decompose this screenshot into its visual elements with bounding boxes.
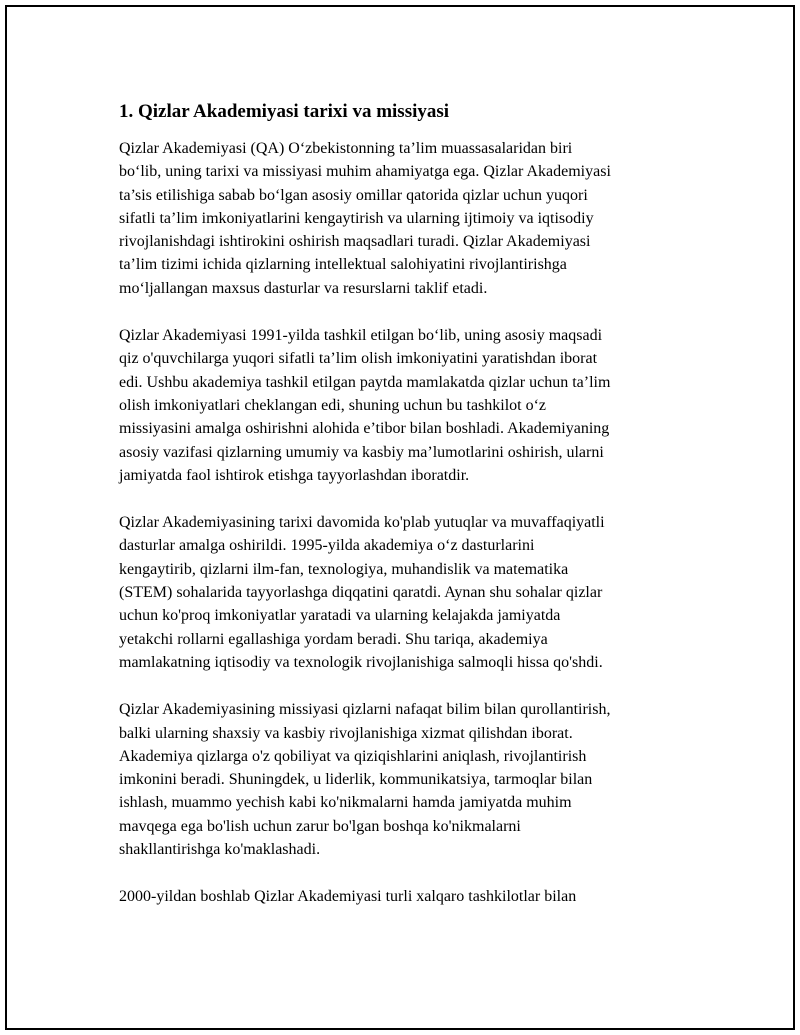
text-line: Qizlar Akademiyasi 1991-yilda tashkil etilgan bo‘lib, uning asosiy maqsadi — [119, 327, 603, 345]
text-line: ishlash, muammo yechish kabi ko'nikmalarni hamda jamiyatda muhim — [119, 794, 572, 812]
text-line: bo‘lib, uning tarixi va missiyasi muhim ahamiyatga ega. Qizlar Akademiyasi — [119, 163, 611, 181]
text-line: uchun ko'proq imkoniyatlar yaratadi va ularning kelajakda jamiyatda — [119, 607, 561, 625]
section-heading: 1. Qizlar Akademiyasi tarixi va missiyasi — [119, 101, 450, 122]
text-line: Akademiya qizlarga o'z qobiliyat va qiziqishlarini aniqlash, rivojlantirish — [119, 747, 587, 765]
text-line: Qizlar Akademiyasining tarixi davomida ko'plab yutuqlar va muvaffaqiyatli — [119, 514, 605, 532]
text-line: shakllantirishga ko'maklashadi. — [119, 841, 321, 859]
text-line: edi. Ushbu akademiya tashkil etilgan paytda mamlakatda qizlar uchun ta’lim — [119, 373, 611, 391]
text-line: ta’sis etilishiga sabab bo‘lgan asosiy omillar qatorida qizlar uchun yuqori — [119, 186, 588, 204]
text-line: asosiy vazifasi qizlarning umumiy va kasbiy ma’lumotlarini oshirish, ularni — [119, 443, 604, 461]
text-line: 2000-yildan boshlab Qizlar Akademiyasi turli xalqaro tashkilotlar bilan — [119, 888, 577, 906]
text-line: mo‘ljallangan maxsus dasturlar va resurslarni taklif etadi. — [119, 279, 488, 297]
text-line: Qizlar Akademiyasi (QA) O‘zbekistonning ta’lim muassasalaridan biri — [119, 140, 573, 157]
text-line: Qizlar Akademiyasining missiyasi qizlarni nafaqat bilim bilan qurollantirish, — [119, 701, 611, 719]
text-line: missiyasini amalga oshirishni alohida e’tibor bilan boshladi. Akademiyaning — [119, 420, 610, 438]
document-body — [119, 99, 707, 933]
paragraph — [119, 324, 707, 487]
paragraph — [119, 885, 707, 908]
text-line: sifatli ta’lim imkoniyatlarini kengaytirish va ularning ijtimoiy va iqtisodiy — [119, 209, 594, 227]
text-line: dasturlar amalga oshirildi. 1995-yilda akademiya o‘z dasturlarini — [119, 537, 535, 555]
text-line: olish imkoniyatlari cheklangan edi, shuning uchun bu tashkilot o‘z — [119, 396, 547, 414]
text-line: imkonini beradi. Shuningdek, u liderlik, kommunikatsiya, tarmoqlar bilan — [119, 771, 593, 789]
text-line: mavqega ega bo'lish uchun zarur bo'lgan boshqa ko'nikmalarni — [119, 817, 521, 835]
paragraph-list — [119, 137, 707, 909]
text-line: mamlakatning iqtisodiy va texnologik rivojlanishiga salmoqli hissa qo'shdi. — [119, 653, 603, 671]
text-line: kengaytirib, qizlarni ilm-fan, texnologiya, muhandislik va matematika — [119, 560, 569, 578]
document-page — [5, 5, 795, 1030]
text-line: yetakchi rollarni egallashiga yordam beradi. Shu tariqa, akademiya — [119, 630, 548, 648]
paragraph — [119, 698, 707, 861]
paragraph — [119, 137, 707, 300]
paragraph — [119, 511, 707, 674]
text-line: qiz o'quvchilarga yuqori sifatli ta’lim olish imkoniyatini yaratishdan iborat — [119, 350, 598, 368]
text-line: jamiyatda faol ishtirok etishga tayyorlashdan iboratdir. — [119, 466, 470, 484]
text-line: rivojlanishdagi ishtirokini oshirish maqsadlari turadi. Qizlar Akademiyasi — [119, 233, 591, 251]
text-line: balki ularning shaxsiy va kasbiy rivojlanishiga xizmat qilishdan iborat. — [119, 724, 573, 742]
text-line: (STEM) sohalarida tayyorlashga diqqatini qaratdi. Aynan shu sohalar qizlar — [119, 584, 603, 602]
text-line: ta’lim tizimi ichida qizlarning intellektual salohiyatini rivojlantirishga — [119, 256, 567, 274]
